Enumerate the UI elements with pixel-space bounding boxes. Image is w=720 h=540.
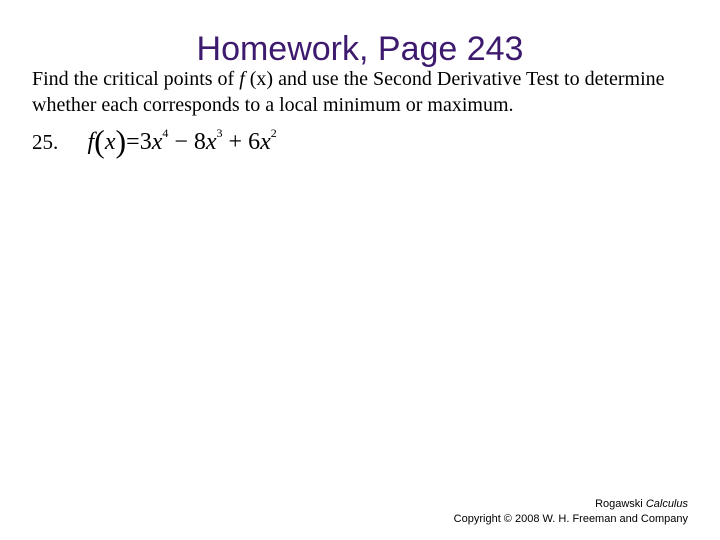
term3-coefficient: 6 bbox=[248, 129, 261, 155]
formula-equals: = bbox=[126, 129, 140, 155]
slide-title: Homework, Page 243 bbox=[196, 30, 524, 68]
footer-copyright: Copyright © 2008 W. H. Freeman and Company bbox=[453, 513, 688, 525]
term3-exponent: 2 bbox=[270, 126, 277, 140]
term3-variable: x bbox=[260, 129, 271, 155]
instructions-text-start: Find the critical points of bbox=[32, 68, 240, 90]
formula-function-name: f bbox=[87, 129, 95, 155]
function-formula bbox=[87, 123, 277, 159]
function-symbol: f bbox=[239, 68, 245, 90]
problem-25 bbox=[32, 123, 277, 160]
term1-exponent: 4 bbox=[162, 126, 169, 140]
term2-exponent: 3 bbox=[216, 126, 223, 140]
footer-author: Rogawski bbox=[595, 498, 646, 510]
problem-instructions bbox=[32, 66, 704, 118]
term1-variable: x bbox=[151, 129, 163, 155]
formula-operator-minus: − bbox=[174, 129, 188, 155]
footer-book-title: Calculus bbox=[645, 498, 688, 510]
term1-coefficient: 3 bbox=[139, 129, 152, 155]
instructions-text-end: and use the Second Derivative Test to determine whether each corresponds to a local minimum or maximum. bbox=[32, 68, 665, 116]
term2-variable: x bbox=[205, 129, 217, 155]
footer bbox=[454, 497, 688, 527]
function-argument: (x) bbox=[244, 68, 274, 90]
formula-close-paren: ) bbox=[115, 123, 127, 159]
problem-number: 25. bbox=[32, 130, 59, 154]
formula-operator-plus: + bbox=[228, 129, 243, 155]
formula-argument: x bbox=[104, 129, 116, 155]
formula-open-paren: ( bbox=[94, 123, 105, 159]
term2-coefficient: 8 bbox=[193, 129, 206, 155]
footer-book bbox=[454, 497, 688, 512]
